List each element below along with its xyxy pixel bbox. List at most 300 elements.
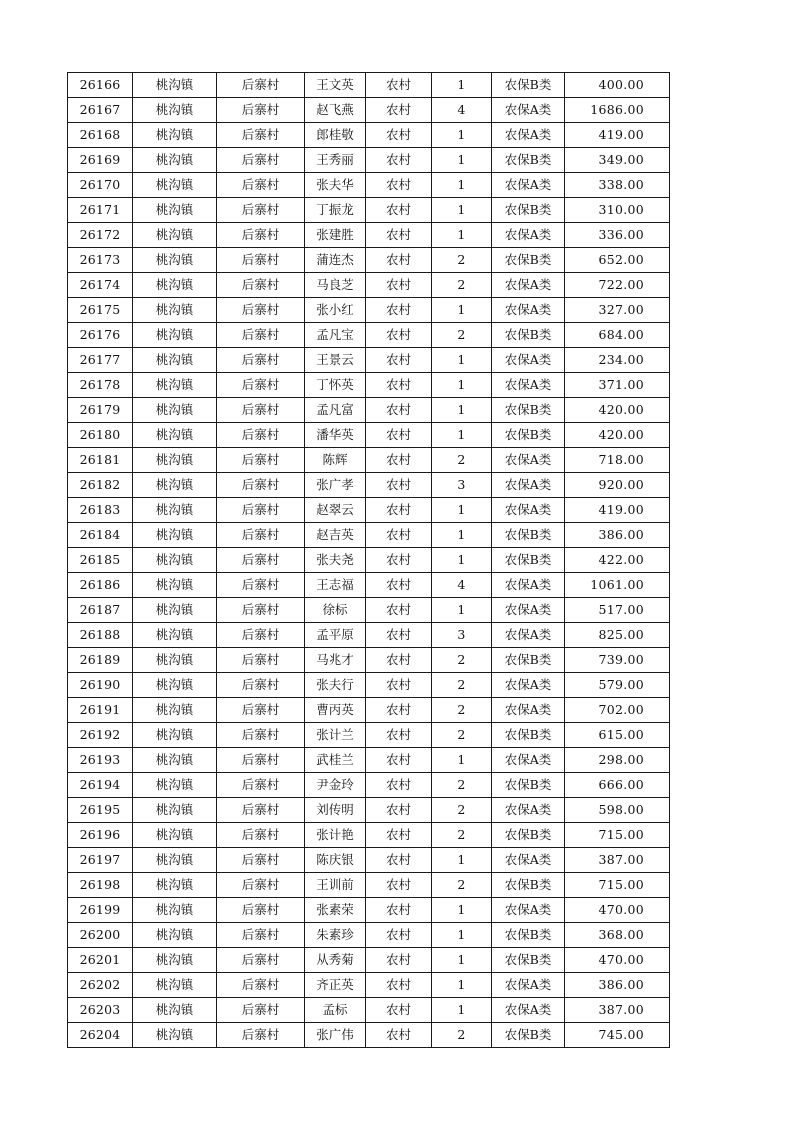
category-cell: 农保B类 xyxy=(492,323,565,348)
name-cell: 孟平原 xyxy=(305,623,366,648)
name-cell: 马兆才 xyxy=(305,648,366,673)
table-row xyxy=(68,998,670,1023)
category-cell: 农保B类 xyxy=(492,73,565,98)
count-cell: 1 xyxy=(432,298,492,323)
count-cell: 1 xyxy=(432,373,492,398)
town-cell: 桃沟镇 xyxy=(133,748,217,773)
name-cell: 徐标 xyxy=(305,598,366,623)
name-cell: 丁怀英 xyxy=(305,373,366,398)
type-cell: 农村 xyxy=(366,698,432,723)
count-cell: 1 xyxy=(432,348,492,373)
type-cell: 农村 xyxy=(366,773,432,798)
town-cell: 桃沟镇 xyxy=(133,648,217,673)
type-cell: 农村 xyxy=(366,823,432,848)
town-cell: 桃沟镇 xyxy=(133,573,217,598)
type-cell: 农村 xyxy=(366,448,432,473)
amount-cell: 420.00 xyxy=(565,423,670,448)
name-cell: 张广伟 xyxy=(305,1023,366,1048)
table-row xyxy=(68,773,670,798)
id-cell: 26197 xyxy=(68,848,133,873)
category-cell: 农保B类 xyxy=(492,148,565,173)
amount-cell: 470.00 xyxy=(565,898,670,923)
amount-cell: 715.00 xyxy=(565,873,670,898)
count-cell: 1 xyxy=(432,848,492,873)
village-cell: 后寨村 xyxy=(217,998,305,1023)
type-cell: 农村 xyxy=(366,948,432,973)
village-cell: 后寨村 xyxy=(217,1023,305,1048)
id-cell: 26184 xyxy=(68,523,133,548)
town-cell: 桃沟镇 xyxy=(133,123,217,148)
category-cell: 农保A类 xyxy=(492,698,565,723)
amount-cell: 579.00 xyxy=(565,673,670,698)
id-cell: 26196 xyxy=(68,823,133,848)
id-cell: 26190 xyxy=(68,673,133,698)
id-cell: 26183 xyxy=(68,498,133,523)
amount-cell: 310.00 xyxy=(565,198,670,223)
town-cell: 桃沟镇 xyxy=(133,773,217,798)
table-row xyxy=(68,948,670,973)
name-cell: 赵飞燕 xyxy=(305,98,366,123)
table-row xyxy=(68,298,670,323)
type-cell: 农村 xyxy=(366,323,432,348)
amount-cell: 386.00 xyxy=(565,973,670,998)
amount-cell: 422.00 xyxy=(565,548,670,573)
name-cell: 张广孝 xyxy=(305,473,366,498)
category-cell: 农保B类 xyxy=(492,873,565,898)
table-row xyxy=(68,398,670,423)
records-table xyxy=(67,72,670,1048)
table-row xyxy=(68,698,670,723)
category-cell: 农保A类 xyxy=(492,223,565,248)
id-cell: 26173 xyxy=(68,248,133,273)
category-cell: 农保B类 xyxy=(492,823,565,848)
count-cell: 2 xyxy=(432,698,492,723)
id-cell: 26177 xyxy=(68,348,133,373)
village-cell: 后寨村 xyxy=(217,573,305,598)
town-cell: 桃沟镇 xyxy=(133,98,217,123)
village-cell: 后寨村 xyxy=(217,623,305,648)
town-cell: 桃沟镇 xyxy=(133,348,217,373)
category-cell: 农保A类 xyxy=(492,173,565,198)
name-cell: 刘传明 xyxy=(305,798,366,823)
town-cell: 桃沟镇 xyxy=(133,248,217,273)
type-cell: 农村 xyxy=(366,223,432,248)
type-cell: 农村 xyxy=(366,173,432,198)
amount-cell: 718.00 xyxy=(565,448,670,473)
id-cell: 26186 xyxy=(68,573,133,598)
town-cell: 桃沟镇 xyxy=(133,298,217,323)
type-cell: 农村 xyxy=(366,398,432,423)
id-cell: 26202 xyxy=(68,973,133,998)
amount-cell: 517.00 xyxy=(565,598,670,623)
count-cell: 1 xyxy=(432,748,492,773)
name-cell: 张夫尧 xyxy=(305,548,366,573)
amount-cell: 419.00 xyxy=(565,498,670,523)
type-cell: 农村 xyxy=(366,548,432,573)
type-cell: 农村 xyxy=(366,673,432,698)
village-cell: 后寨村 xyxy=(217,973,305,998)
type-cell: 农村 xyxy=(366,998,432,1023)
category-cell: 农保A类 xyxy=(492,573,565,598)
category-cell: 农保B类 xyxy=(492,948,565,973)
category-cell: 农保B类 xyxy=(492,1023,565,1048)
village-cell: 后寨村 xyxy=(217,398,305,423)
town-cell: 桃沟镇 xyxy=(133,673,217,698)
table-row xyxy=(68,1023,670,1048)
village-cell: 后寨村 xyxy=(217,373,305,398)
village-cell: 后寨村 xyxy=(217,548,305,573)
type-cell: 农村 xyxy=(366,73,432,98)
table-row xyxy=(68,473,670,498)
name-cell: 张小红 xyxy=(305,298,366,323)
town-cell: 桃沟镇 xyxy=(133,148,217,173)
count-cell: 1 xyxy=(432,973,492,998)
name-cell: 从秀菊 xyxy=(305,948,366,973)
id-cell: 26166 xyxy=(68,73,133,98)
table-row xyxy=(68,673,670,698)
amount-cell: 371.00 xyxy=(565,373,670,398)
type-cell: 农村 xyxy=(366,748,432,773)
category-cell: 农保A类 xyxy=(492,748,565,773)
type-cell: 农村 xyxy=(366,498,432,523)
table-row xyxy=(68,223,670,248)
category-cell: 农保A类 xyxy=(492,898,565,923)
name-cell: 丁振龙 xyxy=(305,198,366,223)
category-cell: 农保A类 xyxy=(492,798,565,823)
table-row xyxy=(68,73,670,98)
table-row xyxy=(68,748,670,773)
table-row xyxy=(68,798,670,823)
amount-cell: 666.00 xyxy=(565,773,670,798)
village-cell: 后寨村 xyxy=(217,98,305,123)
category-cell: 农保A类 xyxy=(492,598,565,623)
village-cell: 后寨村 xyxy=(217,948,305,973)
category-cell: 农保A类 xyxy=(492,673,565,698)
category-cell: 农保A类 xyxy=(492,623,565,648)
id-cell: 26198 xyxy=(68,873,133,898)
id-cell: 26185 xyxy=(68,548,133,573)
records-body xyxy=(68,73,670,1048)
amount-cell: 327.00 xyxy=(565,298,670,323)
village-cell: 后寨村 xyxy=(217,348,305,373)
town-cell: 桃沟镇 xyxy=(133,473,217,498)
village-cell: 后寨村 xyxy=(217,73,305,98)
count-cell: 2 xyxy=(432,723,492,748)
amount-cell: 234.00 xyxy=(565,348,670,373)
table-row xyxy=(68,548,670,573)
village-cell: 后寨村 xyxy=(217,898,305,923)
category-cell: 农保B类 xyxy=(492,523,565,548)
category-cell: 农保B类 xyxy=(492,648,565,673)
amount-cell: 684.00 xyxy=(565,323,670,348)
town-cell: 桃沟镇 xyxy=(133,73,217,98)
name-cell: 张素荣 xyxy=(305,898,366,923)
id-cell: 26176 xyxy=(68,323,133,348)
count-cell: 1 xyxy=(432,923,492,948)
category-cell: 农保B类 xyxy=(492,923,565,948)
count-cell: 1 xyxy=(432,523,492,548)
amount-cell: 420.00 xyxy=(565,398,670,423)
town-cell: 桃沟镇 xyxy=(133,323,217,348)
name-cell: 齐正英 xyxy=(305,973,366,998)
id-cell: 26199 xyxy=(68,898,133,923)
id-cell: 26203 xyxy=(68,998,133,1023)
table-row xyxy=(68,148,670,173)
name-cell: 郎桂敬 xyxy=(305,123,366,148)
town-cell: 桃沟镇 xyxy=(133,223,217,248)
name-cell: 王秀丽 xyxy=(305,148,366,173)
town-cell: 桃沟镇 xyxy=(133,898,217,923)
table-row xyxy=(68,198,670,223)
id-cell: 26178 xyxy=(68,373,133,398)
type-cell: 农村 xyxy=(366,623,432,648)
table-row xyxy=(68,423,670,448)
count-cell: 1 xyxy=(432,398,492,423)
category-cell: 农保A类 xyxy=(492,473,565,498)
type-cell: 农村 xyxy=(366,1023,432,1048)
category-cell: 农保B类 xyxy=(492,423,565,448)
name-cell: 张夫行 xyxy=(305,673,366,698)
village-cell: 后寨村 xyxy=(217,723,305,748)
type-cell: 农村 xyxy=(366,898,432,923)
village-cell: 后寨村 xyxy=(217,298,305,323)
type-cell: 农村 xyxy=(366,423,432,448)
count-cell: 2 xyxy=(432,823,492,848)
category-cell: 农保A类 xyxy=(492,348,565,373)
type-cell: 农村 xyxy=(366,573,432,598)
category-cell: 农保A类 xyxy=(492,448,565,473)
town-cell: 桃沟镇 xyxy=(133,698,217,723)
name-cell: 陈庆银 xyxy=(305,848,366,873)
town-cell: 桃沟镇 xyxy=(133,723,217,748)
category-cell: 农保A类 xyxy=(492,848,565,873)
town-cell: 桃沟镇 xyxy=(133,823,217,848)
amount-cell: 652.00 xyxy=(565,248,670,273)
village-cell: 后寨村 xyxy=(217,498,305,523)
town-cell: 桃沟镇 xyxy=(133,798,217,823)
category-cell: 农保B类 xyxy=(492,198,565,223)
type-cell: 农村 xyxy=(366,723,432,748)
name-cell: 王景云 xyxy=(305,348,366,373)
id-cell: 26192 xyxy=(68,723,133,748)
id-cell: 26170 xyxy=(68,173,133,198)
category-cell: 农保A类 xyxy=(492,998,565,1023)
village-cell: 后寨村 xyxy=(217,873,305,898)
count-cell: 4 xyxy=(432,98,492,123)
count-cell: 1 xyxy=(432,73,492,98)
table-row xyxy=(68,823,670,848)
id-cell: 26171 xyxy=(68,198,133,223)
amount-cell: 1061.00 xyxy=(565,573,670,598)
type-cell: 农村 xyxy=(366,923,432,948)
count-cell: 2 xyxy=(432,798,492,823)
town-cell: 桃沟镇 xyxy=(133,273,217,298)
town-cell: 桃沟镇 xyxy=(133,873,217,898)
id-cell: 26174 xyxy=(68,273,133,298)
village-cell: 后寨村 xyxy=(217,773,305,798)
count-cell: 2 xyxy=(432,273,492,298)
village-cell: 后寨村 xyxy=(217,523,305,548)
town-cell: 桃沟镇 xyxy=(133,548,217,573)
village-cell: 后寨村 xyxy=(217,598,305,623)
category-cell: 农保A类 xyxy=(492,98,565,123)
amount-cell: 368.00 xyxy=(565,923,670,948)
id-cell: 26195 xyxy=(68,798,133,823)
count-cell: 1 xyxy=(432,898,492,923)
category-cell: 农保A类 xyxy=(492,498,565,523)
amount-cell: 298.00 xyxy=(565,748,670,773)
type-cell: 农村 xyxy=(366,848,432,873)
table-row xyxy=(68,873,670,898)
amount-cell: 722.00 xyxy=(565,273,670,298)
amount-cell: 387.00 xyxy=(565,998,670,1023)
count-cell: 2 xyxy=(432,773,492,798)
amount-cell: 419.00 xyxy=(565,123,670,148)
type-cell: 农村 xyxy=(366,798,432,823)
amount-cell: 338.00 xyxy=(565,173,670,198)
table-row xyxy=(68,498,670,523)
town-cell: 桃沟镇 xyxy=(133,198,217,223)
amount-cell: 739.00 xyxy=(565,648,670,673)
village-cell: 后寨村 xyxy=(217,923,305,948)
count-cell: 1 xyxy=(432,423,492,448)
count-cell: 1 xyxy=(432,598,492,623)
id-cell: 26194 xyxy=(68,773,133,798)
table-row xyxy=(68,923,670,948)
id-cell: 26172 xyxy=(68,223,133,248)
id-cell: 26167 xyxy=(68,98,133,123)
type-cell: 农村 xyxy=(366,198,432,223)
id-cell: 26175 xyxy=(68,298,133,323)
village-cell: 后寨村 xyxy=(217,423,305,448)
amount-cell: 349.00 xyxy=(565,148,670,173)
amount-cell: 702.00 xyxy=(565,698,670,723)
table-row xyxy=(68,573,670,598)
village-cell: 后寨村 xyxy=(217,448,305,473)
amount-cell: 400.00 xyxy=(565,73,670,98)
count-cell: 2 xyxy=(432,873,492,898)
count-cell: 1 xyxy=(432,223,492,248)
name-cell: 张计艳 xyxy=(305,823,366,848)
town-cell: 桃沟镇 xyxy=(133,598,217,623)
name-cell: 蒲连杰 xyxy=(305,248,366,273)
count-cell: 1 xyxy=(432,173,492,198)
table-row xyxy=(68,648,670,673)
id-cell: 26191 xyxy=(68,698,133,723)
category-cell: 农保B类 xyxy=(492,398,565,423)
type-cell: 农村 xyxy=(366,148,432,173)
town-cell: 桃沟镇 xyxy=(133,848,217,873)
town-cell: 桃沟镇 xyxy=(133,523,217,548)
table-row xyxy=(68,623,670,648)
village-cell: 后寨村 xyxy=(217,198,305,223)
id-cell: 26204 xyxy=(68,1023,133,1048)
id-cell: 26201 xyxy=(68,948,133,973)
village-cell: 后寨村 xyxy=(217,123,305,148)
type-cell: 农村 xyxy=(366,273,432,298)
town-cell: 桃沟镇 xyxy=(133,973,217,998)
table-row xyxy=(68,248,670,273)
table-row xyxy=(68,848,670,873)
name-cell: 朱素珍 xyxy=(305,923,366,948)
village-cell: 后寨村 xyxy=(217,748,305,773)
table-row xyxy=(68,348,670,373)
count-cell: 1 xyxy=(432,548,492,573)
id-cell: 26193 xyxy=(68,748,133,773)
amount-cell: 615.00 xyxy=(565,723,670,748)
table-row xyxy=(68,373,670,398)
id-cell: 26187 xyxy=(68,598,133,623)
name-cell: 赵翠云 xyxy=(305,498,366,523)
amount-cell: 386.00 xyxy=(565,523,670,548)
village-cell: 后寨村 xyxy=(217,323,305,348)
category-cell: 农保B类 xyxy=(492,548,565,573)
count-cell: 2 xyxy=(432,323,492,348)
type-cell: 农村 xyxy=(366,523,432,548)
count-cell: 1 xyxy=(432,148,492,173)
category-cell: 农保B类 xyxy=(492,723,565,748)
table-row xyxy=(68,173,670,198)
category-cell: 农保A类 xyxy=(492,123,565,148)
table-row xyxy=(68,323,670,348)
count-cell: 3 xyxy=(432,623,492,648)
category-cell: 农保A类 xyxy=(492,273,565,298)
name-cell: 张建胜 xyxy=(305,223,366,248)
count-cell: 4 xyxy=(432,573,492,598)
count-cell: 3 xyxy=(432,473,492,498)
id-cell: 26179 xyxy=(68,398,133,423)
type-cell: 农村 xyxy=(366,98,432,123)
count-cell: 2 xyxy=(432,248,492,273)
count-cell: 1 xyxy=(432,498,492,523)
type-cell: 农村 xyxy=(366,473,432,498)
table-row xyxy=(68,448,670,473)
type-cell: 农村 xyxy=(366,973,432,998)
table-row xyxy=(68,598,670,623)
village-cell: 后寨村 xyxy=(217,648,305,673)
village-cell: 后寨村 xyxy=(217,148,305,173)
table-row xyxy=(68,123,670,148)
town-cell: 桃沟镇 xyxy=(133,923,217,948)
amount-cell: 470.00 xyxy=(565,948,670,973)
name-cell: 尹金玲 xyxy=(305,773,366,798)
name-cell: 孟凡富 xyxy=(305,398,366,423)
id-cell: 26200 xyxy=(68,923,133,948)
table-row xyxy=(68,898,670,923)
town-cell: 桃沟镇 xyxy=(133,423,217,448)
id-cell: 26188 xyxy=(68,623,133,648)
name-cell: 陈辉 xyxy=(305,448,366,473)
id-cell: 26189 xyxy=(68,648,133,673)
amount-cell: 920.00 xyxy=(565,473,670,498)
village-cell: 后寨村 xyxy=(217,798,305,823)
amount-cell: 387.00 xyxy=(565,848,670,873)
name-cell: 曹丙英 xyxy=(305,698,366,723)
count-cell: 2 xyxy=(432,673,492,698)
town-cell: 桃沟镇 xyxy=(133,1023,217,1048)
name-cell: 马良芝 xyxy=(305,273,366,298)
type-cell: 农村 xyxy=(366,373,432,398)
count-cell: 1 xyxy=(432,998,492,1023)
category-cell: 农保B类 xyxy=(492,773,565,798)
count-cell: 2 xyxy=(432,448,492,473)
count-cell: 1 xyxy=(432,198,492,223)
town-cell: 桃沟镇 xyxy=(133,373,217,398)
village-cell: 后寨村 xyxy=(217,848,305,873)
amount-cell: 1686.00 xyxy=(565,98,670,123)
village-cell: 后寨村 xyxy=(217,173,305,198)
id-cell: 26180 xyxy=(68,423,133,448)
